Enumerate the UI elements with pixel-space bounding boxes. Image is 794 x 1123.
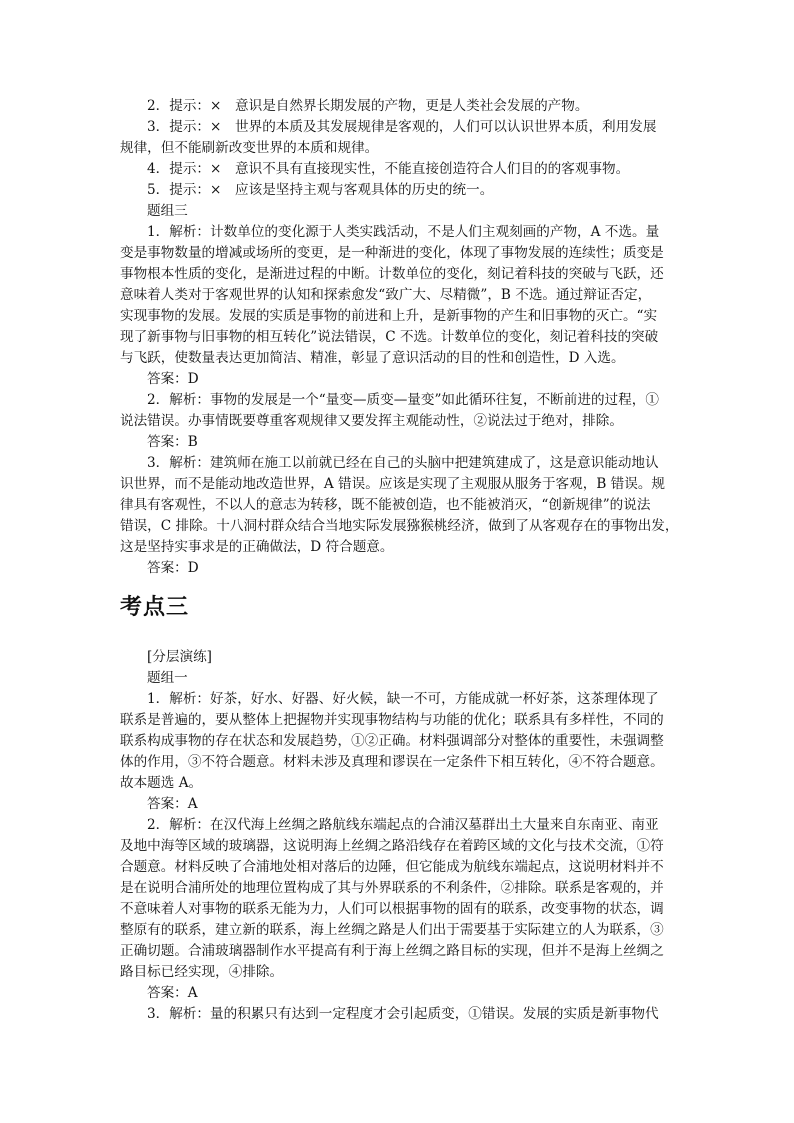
text-line: 与飞跃，使数量表达更加简洁、精准，彰显了意识活动的目的性和创造性，D 入选。 bbox=[120, 350, 625, 366]
text-line: 现了新事物与旧事物的相互转化”说法错误，C 不选。计数单位的变化，刻记着科技的突破 bbox=[120, 329, 659, 345]
text-line: 1．解析：计数单位的变化源于人类实践活动，不是人们主观刻画的产物，A 不选。量 bbox=[147, 224, 660, 240]
text-line: 事物根本性质的变化，是渐进过程的中断。计数单位的变化，刻记着科技的突破与飞跃，还 bbox=[120, 266, 664, 282]
text-line: 题组三 bbox=[147, 203, 188, 219]
text-line: 体的作用，③不符合题意。材料未涉及真理和谬误在一定条件下相互转化，④不符合题意。 bbox=[120, 754, 664, 770]
text-line: [分层演练] bbox=[147, 649, 212, 665]
text-line: 规律，但不能刷新改变世界的本质和规律。 bbox=[120, 140, 379, 156]
answer-section-group3 bbox=[120, 96, 679, 579]
answer-section-kaodian3 bbox=[120, 647, 676, 1025]
text-line: 联系构成事物的存在状态和发展趋势，①②正确。材料强调部分对整体的重要性，未强调整 bbox=[120, 733, 664, 749]
text-line: 答案：D bbox=[147, 560, 199, 576]
text-line: 答案：A bbox=[147, 796, 198, 812]
text-line: 这是坚持实事求是的正确做法，D 符合题意。 bbox=[120, 539, 394, 555]
text-line: 2．解析：事物的发展是一个“量变—质变—量变”如此循环往复，不断前进的过程，① bbox=[147, 392, 659, 408]
section-heading: 考点三 bbox=[120, 595, 190, 620]
text-line: 是在说明合浦所处的地理位置构成了其与外界联系的不利条件，②排除。联系是客观的，并 bbox=[120, 880, 664, 896]
document-page bbox=[120, 96, 679, 1025]
text-line: 不意味着人对事物的联系无能为力，人们可以根据事物的固有的联系，改变事物的状态，调 bbox=[120, 901, 664, 917]
text-line: 路目标已经实现，④排除。 bbox=[120, 964, 284, 980]
text-line: 答案：A bbox=[147, 985, 198, 1001]
text-line: 整原有的联系，建立新的联系，海上丝绸之路是人们出于需要基于实际建立的人为联系，③ bbox=[120, 922, 664, 938]
text-line: 2．提示：× 意识是自然界长期发展的产物，更是人类社会发展的产物。 bbox=[147, 98, 589, 114]
text-line: 识世界，而不是能动地改造世界，A 错误。应该是实现了主观服从服务于客观，B 错误。规 bbox=[120, 476, 666, 492]
text-line: 3．解析：建筑师在施工以前就已经在自己的头脑中把建筑建成了，这是意识能动地认 bbox=[147, 455, 659, 471]
text-line: 3．解析：量的积累只有达到一定程度才会引起质变，①错误。发展的实质是新事物代 bbox=[147, 1006, 659, 1022]
text-line: 意味着人类对于客观世界的认知和探索愈发“致广大、尽精微”，B 不选。通过辩证否定， bbox=[120, 287, 652, 303]
text-line: 及地中海等区域的玻璃器，这说明海上丝绸之路沿线存在着跨区域的文化与技术交流，①符 bbox=[120, 838, 664, 854]
text-line: 错误，C 排除。十八洞村群众结合当地实际发展猕猴桃经济，做到了从客观存在的事物出发， bbox=[120, 518, 679, 534]
text-line: 题组一 bbox=[147, 670, 188, 686]
text-line: 1．解析：好茶，好水、好器、好火候，缺一不可，方能成就一杯好茶，这茶理体现了 bbox=[147, 691, 659, 707]
text-line: 5．提示：× 应该是坚持主观与客观具体的历史的统一。 bbox=[147, 182, 494, 198]
text-line: 4．提示：× 意识不具有直接现实性，不能直接创造符合人们目的的客观事物。 bbox=[147, 161, 630, 177]
text-line: 说法错误。办事情既要尊重客观规律又要发挥主观能动性，②说法过于绝对，排除。 bbox=[120, 413, 623, 429]
text-line: 2．解析：在汉代海上丝绸之路航线东端起点的合浦汉墓群出土大量来自东南亚、南亚 bbox=[147, 817, 659, 833]
text-line: 答案：D bbox=[147, 371, 199, 387]
text-line: 变是事物数量的增减或场所的变更，是一种渐进的变化，体现了事物发展的连续性；质变是 bbox=[120, 245, 664, 261]
text-line: 联系是普遍的，要从整体上把握物并实现事物结构与功能的优化；联系具有多样性，不同的 bbox=[120, 712, 664, 728]
text-line: 实现事物的发展。发展的实质是事物的前进和上升，是新事物的产生和旧事物的灭亡。“实 bbox=[120, 308, 658, 324]
text-line: 合题意。材料反映了合浦地处相对落后的边陲，但它能成为航线东端起点，这说明材料并不 bbox=[120, 859, 664, 875]
text-line: 答案：B bbox=[147, 434, 198, 450]
text-line: 3．提示：× 世界的本质及其发展规律是客观的，人们可以认识世界本质，利用发展 bbox=[147, 119, 657, 135]
text-line: 故本题选 A。 bbox=[120, 775, 203, 791]
text-line: 正确切题。合浦玻璃器制作水平提高有利于海上丝绸之路目标的实现，但并不是海上丝绸之 bbox=[120, 943, 664, 959]
text-line: 律具有客观性，不以人的意志为转移，既不能被创造，也不能被消灭，“创新规律”的说法 bbox=[120, 497, 651, 513]
